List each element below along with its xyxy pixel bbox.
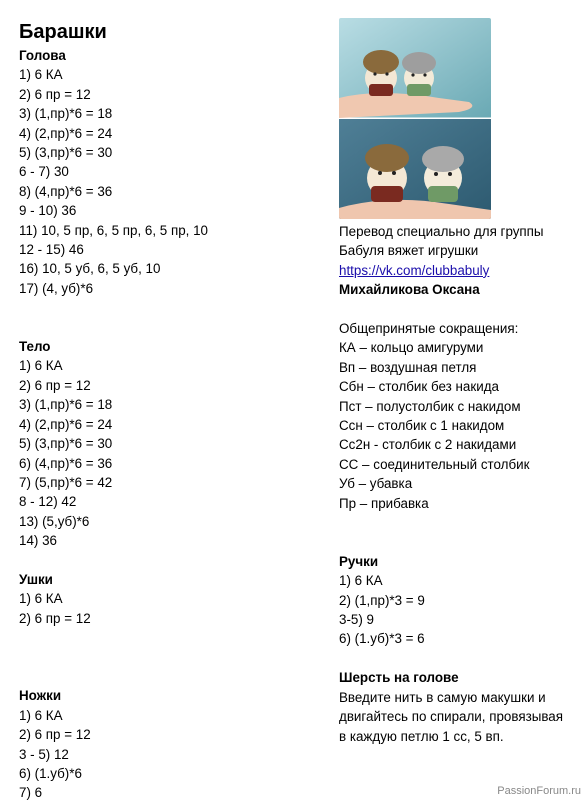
left-column xyxy=(19,46,319,803)
section-heading: Шерсть на голове xyxy=(339,670,459,686)
pattern-row: 1) 6 КА xyxy=(19,67,63,83)
abbreviation-row: Уб – убавка xyxy=(339,476,413,492)
pattern-row: 7) 6 xyxy=(19,785,43,801)
section-heading: Тело xyxy=(19,339,51,355)
instruction-line: двигайтесь по спирали, провязывая xyxy=(339,709,564,725)
pattern-row: 1) 6 КА xyxy=(339,573,383,589)
pattern-row: 2) (1,пр)*3 = 9 xyxy=(339,592,425,608)
instruction-line: в каждую петлю 1 сс, 5 вп. xyxy=(339,728,504,744)
pattern-row: 5) (3,пр)*6 = 30 xyxy=(19,436,113,452)
pattern-row: 8) (4,пр)*6 = 36 xyxy=(19,183,113,199)
section-heading: Ножки xyxy=(19,688,62,704)
pattern-row: 4) (2,пр)*6 = 24 xyxy=(19,125,113,141)
abbreviation-row: Сс2н - столбик с 2 накидами xyxy=(339,437,517,453)
credits-line: Перевод специально для группы xyxy=(339,224,544,239)
pattern-row: 14) 36 xyxy=(19,533,57,549)
instruction-line: Введите нить в самую макушки и xyxy=(339,689,546,705)
abbreviation-row: Сбн – столбик без накида xyxy=(339,379,499,395)
author-name: Михайликова Оксана xyxy=(339,282,480,298)
wool-section xyxy=(339,668,585,746)
pattern-row: 7) (5,пр)*6 = 42 xyxy=(19,474,113,490)
head-section xyxy=(19,46,319,298)
pattern-row: 6 - 7) 30 xyxy=(19,164,69,180)
pattern-row: 1) 6 КА xyxy=(19,591,63,607)
toy-photo xyxy=(339,18,491,219)
pattern-row: 4) (2,пр)*6 = 24 xyxy=(19,416,113,432)
abbreviation-row: Вп – воздушная петля xyxy=(339,359,477,375)
pattern-row: 5) (3,пр)*6 = 30 xyxy=(19,145,113,161)
pattern-row: 3-5) 9 xyxy=(339,612,374,628)
pattern-row: 2) 6 пр = 12 xyxy=(19,377,91,393)
abbreviations-heading: Общепринятые сокращения: xyxy=(339,321,519,337)
pattern-row: 3) (1,пр)*6 = 18 xyxy=(19,397,113,413)
pattern-row: 2) 6 пр = 12 xyxy=(19,86,91,102)
right-column xyxy=(339,222,585,746)
pattern-row: 16) 10, 5 уб, 6, 5 уб, 10 xyxy=(19,261,161,277)
abbreviation-row: Пст – полустолбик с накидом xyxy=(339,398,521,414)
watermark: PassionForum.ru xyxy=(497,785,581,797)
pattern-row: 2) 6 пр = 12 xyxy=(19,727,91,743)
abbreviation-row: Пр – прибавка xyxy=(339,495,429,511)
abbreviations-section xyxy=(339,319,585,513)
pattern-row: 12 - 15) 46 xyxy=(19,242,84,258)
section-heading: Голова xyxy=(19,48,66,63)
pattern-row: 11) 10, 5 пр, 6, 5 пр, 6, 5 пр, 10 xyxy=(19,222,209,238)
pattern-row: 17) (4, уб)*6 xyxy=(19,280,94,296)
credits-section xyxy=(339,222,585,300)
pattern-row: 6) (1.уб)*6 xyxy=(19,765,82,781)
group-link[interactable]: https://vk.com/clubbabuly xyxy=(339,262,490,278)
pattern-row: 8 - 12) 42 xyxy=(19,494,77,510)
credits-line: Бабуля вяжет игрушки xyxy=(339,243,479,259)
pattern-row: 3 - 5) 12 xyxy=(19,746,69,762)
body-section xyxy=(19,337,319,550)
pattern-row: 9 - 10) 36 xyxy=(19,203,77,219)
pattern-row: 13) (5,уб)*6 xyxy=(19,513,90,529)
pattern-row: 6) (4,пр)*6 = 36 xyxy=(19,455,113,471)
abbreviation-row: Ссн – столбик с 1 накидом xyxy=(339,418,505,434)
pattern-row: 2) 6 пр = 12 xyxy=(19,610,91,626)
pattern-row: 3) (1,пр)*6 = 18 xyxy=(19,106,113,122)
pattern-row: 6) (1.уб)*3 = 6 xyxy=(339,631,425,647)
arms-section xyxy=(339,552,585,649)
abbreviation-row: СС – соединительный столбик xyxy=(339,456,530,472)
section-heading: Ручки xyxy=(339,553,379,569)
legs-section xyxy=(19,686,319,802)
pattern-row: 1) 6 КА xyxy=(19,707,63,723)
pattern-row: 1) 6 КА xyxy=(19,358,63,374)
ears-section xyxy=(19,570,319,628)
section-heading: Ушки xyxy=(19,571,53,587)
abbreviation-row: КА – кольцо амигуруми xyxy=(339,340,484,356)
page-title: Барашки xyxy=(19,21,107,43)
